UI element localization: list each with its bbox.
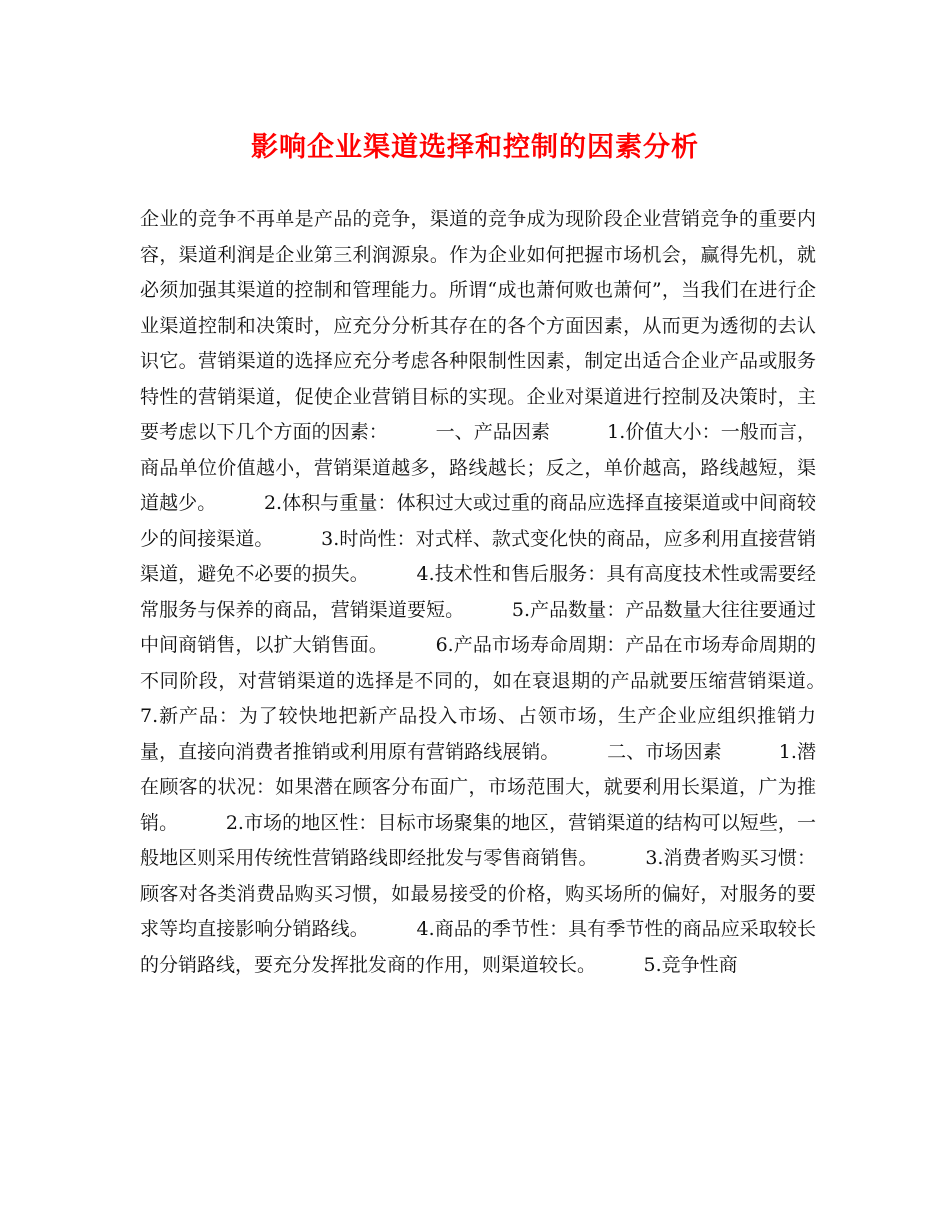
document-body: 企业的竞争不再单是产品的竞争，渠道的竞争成为现阶段企业营销竞争的重要内容，渠道利润是企业第三利润源泉。作为企业如何把握市场机会，赢得先机，就必须加强其渠道的控制和管理能力。所谓“成也萧何败也萧何”，当我们在进行企业渠道控制和决策时，应充分分析其存在的各个方面因素，从而更为透彻的去认识它。营销渠道的选择应充分考虑各种限制性因素，制定出适合企业产品或服务特性的营销渠道，促使企业营销目标的实现。企业对渠道进行控制及决策时，主要考虑以下几个方面的因素： 一、产品因素 1.价值大小：一般而言，商品单位价值越小，营销渠道越多，路线越长；反之，单价越高，路线越短，渠道越少。 2.体积与重量：体积过大或过重的商品应选择直接渠道或中间商较少的间接渠道。 3.时尚性：对式样、款式变化快的商品，应多利用直接营销渠道，避免不必要的损失。 4.技术性和售后服务：具有高度技术性或需要经常服务与保养的商品，营销渠道要短。 5.产品数量：产品数量大往往要通过中间商销售，以扩大销售面。 6.产品市场寿命周期：产品在市场寿命周期的不同阶段，对营销渠道的选择是不同的，如在衰退期的产品就要压缩营销渠道。 7.新产品：为了较快地把新产品投入市场、占领市场，生产企业应组织推销力量，直接向消费者推销或利用原有营销路线展销。 二、市场因素 1.潜在顾客的状况：如果潜在顾客分布面广，市场范围大，就要利用长渠道，广为推销。 2.市场的地区性：目标市场聚集的地区，营销渠道的结构可以短些，一般地区则采用传统性营销路线即经批发与零售商销售。 3.消费者购买习惯：顾客对各类消费品购买习惯，如最易接受的价格，购买场所的偏好，对服务的要求等均直接影响分销路线。 4.商品的季节性：具有季节性的商品应采取较长的分销路线，要充分发挥批发商的作用，则渠道较长。 5.竞争性商 [140,208,874,976]
document-title: 影响企业渠道选择和控制的因素分析 [251,132,699,163]
